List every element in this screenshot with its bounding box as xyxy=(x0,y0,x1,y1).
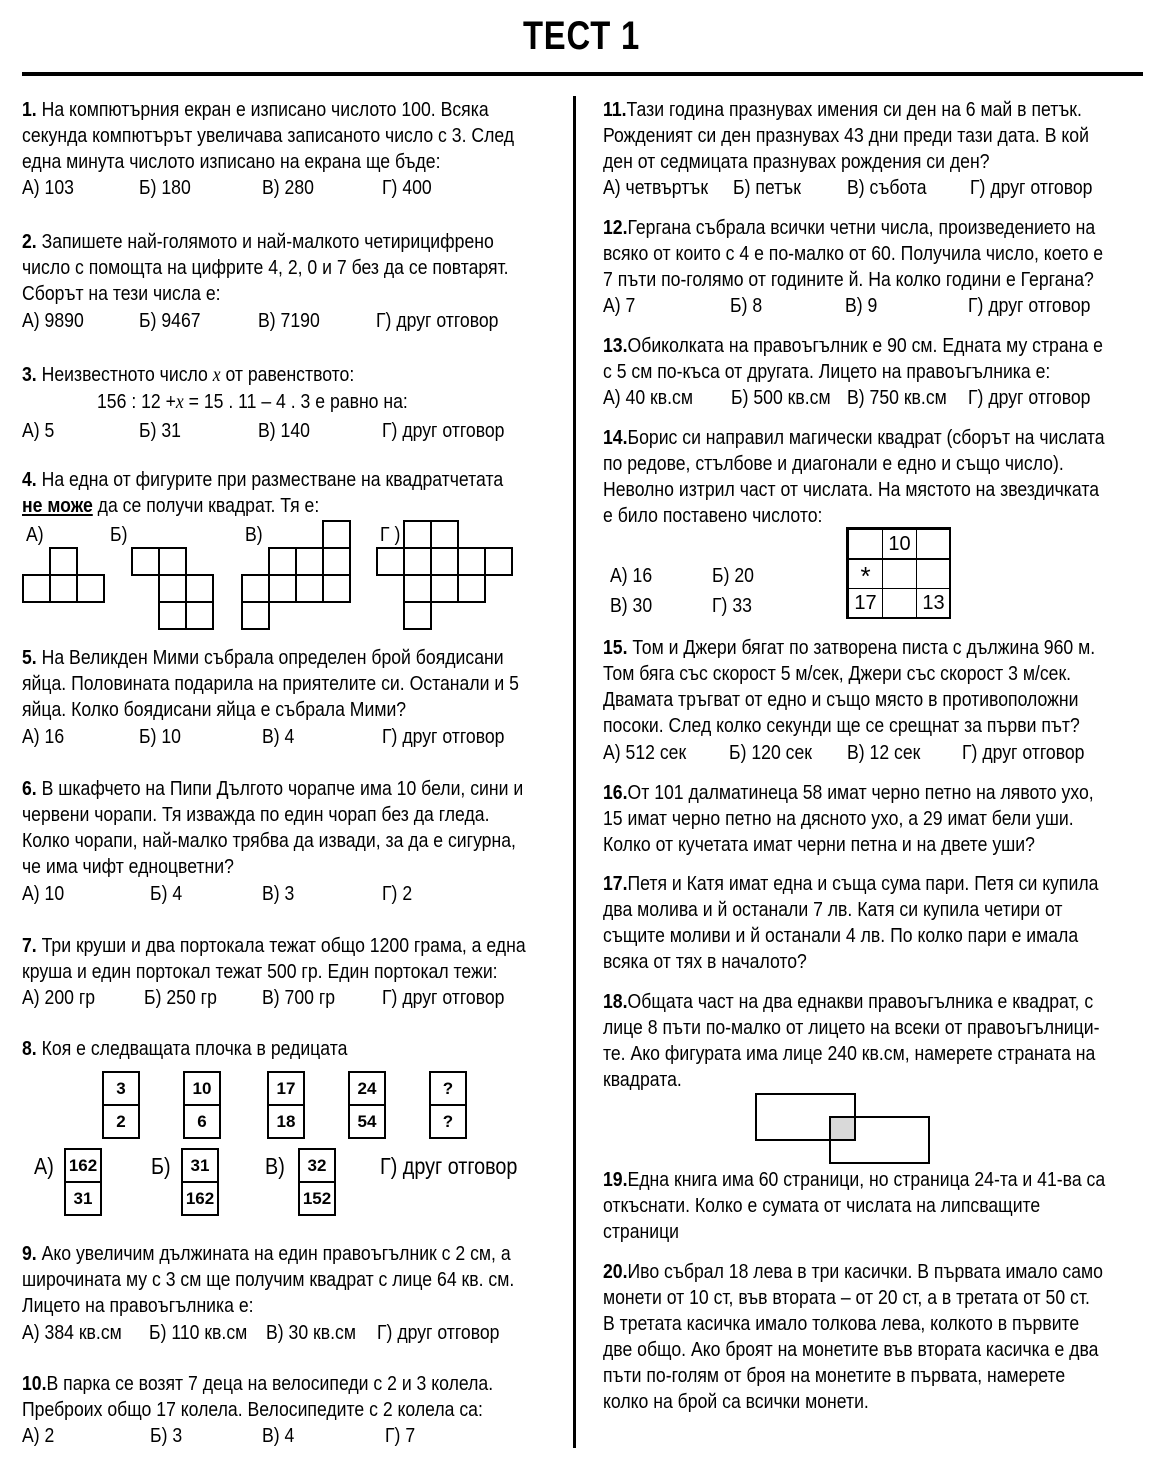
figure-label[interactable]: В) xyxy=(245,523,263,546)
answer-option[interactable]: В) 4 xyxy=(262,1424,295,1447)
question-number: 18. xyxy=(603,990,628,1013)
answer-option[interactable]: Б) 250 гр xyxy=(144,986,217,1009)
question-text-line: На компютърния екран е изписано числото 100. Всяка xyxy=(41,98,489,121)
answer-option[interactable]: А) 384 кв.см xyxy=(22,1321,122,1344)
answer-option[interactable]: А) 103 xyxy=(22,176,74,199)
grid-cell-star: * xyxy=(848,559,883,589)
question-text-line: Колко чорапи, най-малко трябва да извади, за да е сигурна, xyxy=(22,829,516,852)
question-text-line: Колко от кучетата имат черни петна и на двете уши? xyxy=(603,833,1035,856)
answer-option[interactable]: Б) 31 xyxy=(139,419,181,442)
question-number: 3. xyxy=(22,363,37,386)
tile-top-value: ? xyxy=(442,1079,454,1098)
question-text-line: яйца. Колко боядисани яйца е събрала Мими? xyxy=(22,698,407,721)
figure-label[interactable]: Б) xyxy=(110,523,128,546)
tile-bottom-value: 18 xyxy=(269,1104,303,1137)
question-number: 14. xyxy=(603,426,628,449)
question-text-line: 15 имат черно петно на дясното ухо, а 29 имат бели уши. xyxy=(603,807,1074,830)
question-number: 5. xyxy=(22,646,37,669)
question-text-line: те. Ако фигурата има лице 240 кв.см, намерете страната на xyxy=(603,1042,1096,1065)
question-number: 8. xyxy=(22,1037,37,1060)
answer-option[interactable]: Б) 8 xyxy=(730,294,763,317)
answer-option[interactable]: Г) 2 xyxy=(382,882,413,905)
answer-option[interactable]: А) 512 сек xyxy=(603,741,687,764)
question-text-line: ден от седмицата празнувах рождения си ден? xyxy=(603,150,990,173)
tile-top-value: 17 xyxy=(276,1079,296,1098)
question-text-line: страници xyxy=(603,1220,680,1243)
question-text-line: число с помощта на цифрите 4, 2, 0 и 7 без да се повтарят. xyxy=(22,256,509,279)
answer-option[interactable]: Б) xyxy=(151,1153,171,1179)
answer-option[interactable]: Б) 120 сек xyxy=(729,741,812,764)
answer-option[interactable]: Г) друг отговор xyxy=(962,741,1085,764)
answer-option[interactable]: А) 2 xyxy=(22,1424,55,1447)
question-number: 9. xyxy=(22,1242,37,1265)
question-number: 15. xyxy=(603,636,628,659)
answer-option[interactable]: В) 7190 xyxy=(258,309,320,332)
question-text-line: Преброих общо 17 колела. Велосипедите с 2 колела са: xyxy=(22,1398,483,1421)
question-number: 12. xyxy=(603,216,628,239)
tile-bottom-value: 54 xyxy=(350,1104,384,1137)
grid-cell: 13 xyxy=(916,588,951,618)
question-text-line: Борис си направил магически квадрат (сборът на числата xyxy=(627,426,1105,449)
tile-bottom-value: 6 xyxy=(185,1104,219,1137)
question-text-line: Лицето на правоъгълника е: xyxy=(22,1294,254,1317)
question-text-line: Неизвестното число xyxy=(41,363,208,386)
figure-label[interactable]: А) xyxy=(26,523,44,546)
answer-option[interactable]: Б) 110 кв.см xyxy=(149,1321,248,1344)
question-text-line: Том бяга със скорост 5 м/сек, Джери със скорост 3 м/сек. xyxy=(603,662,1072,685)
answer-option[interactable]: Г) друг отговор xyxy=(380,1153,518,1179)
answer-option[interactable]: А) четвъртък xyxy=(603,176,709,199)
answer-option[interactable]: В) 12 сек xyxy=(847,741,921,764)
question-text-line: с 5 см по-къса от другата. Лицето на правоъгълника е: xyxy=(603,360,1051,383)
question-text-line: Тази година празнувах имения си ден на 6 май в петък. xyxy=(626,98,1082,121)
answer-option[interactable]: Б) 9467 xyxy=(139,309,201,332)
question-number: 20. xyxy=(603,1260,628,1283)
answer-option[interactable]: Г) друг отговор xyxy=(382,986,505,1009)
figure-label[interactable]: Г ) xyxy=(380,523,401,546)
question-text-line: Иво събрал 18 лева в три касички. В първата имало само xyxy=(627,1260,1103,1283)
tile-bottom-value: 152 xyxy=(300,1181,334,1214)
question-text-line: Коя е следващата плочка в редицата xyxy=(41,1037,348,1060)
answer-option[interactable]: А) 16 xyxy=(610,564,653,587)
answer-option[interactable]: В) събота xyxy=(847,176,927,199)
question-text-line: секунда компютърът увеличава записаното число с 3. След xyxy=(22,124,515,147)
answer-option[interactable]: А) 9890 xyxy=(22,309,84,332)
question-text-line: колко на брой са всички монети. xyxy=(603,1390,869,1413)
question-text-line: Общата част на два еднакви правоъгълника е квадрат, с xyxy=(627,990,1094,1013)
question-text-line: широчината му с 3 см ще получим квадрат с лице 64 кв. см. xyxy=(22,1268,515,1291)
variable-x: x xyxy=(175,391,184,413)
question-text-line: червени чорапи. Тя изважда по един чорап без да гледа. xyxy=(22,803,490,826)
question-text-line: по редове, стълбове и диагонали е едно и също число). xyxy=(603,452,1064,475)
answer-option[interactable]: В) xyxy=(265,1153,285,1179)
question-text-line: е било поставено числото: xyxy=(603,504,823,527)
answer-option[interactable]: Г) 7 xyxy=(385,1424,416,1447)
variable-x: x xyxy=(212,364,221,386)
answer-option[interactable]: В) 4 xyxy=(262,725,295,748)
page-title: ТЕСТ 1 xyxy=(522,14,641,58)
answer-option[interactable]: В) 750 кв.см xyxy=(847,386,947,409)
question-text-line: В третата касичка имало толкова лева, колкото в първите xyxy=(603,1312,1080,1335)
answer-option[interactable]: В) 280 xyxy=(262,176,314,199)
question-text-line: Гергана събрала всички четни числа, произведението на xyxy=(627,216,1096,239)
question-number: 17. xyxy=(603,872,628,895)
question-text-line: квадрата. xyxy=(603,1068,682,1091)
question-text-line: В шкафчето на Пипи Дългото чорапче има 10 бели, сини и xyxy=(41,777,524,800)
answer-option[interactable]: Г) 33 xyxy=(712,594,752,617)
answer-option[interactable]: А) 200 гр xyxy=(22,986,96,1009)
tile-top-value: 162 xyxy=(68,1156,98,1175)
question-text-line: посоки. След колко секунди ще се срещнат за първи път? xyxy=(603,714,1080,737)
equation-part: 156 : 12 + xyxy=(97,390,176,413)
answer-option[interactable]: Г) друг отговор xyxy=(382,419,505,442)
answer-option[interactable]: Г) друг отговор xyxy=(968,386,1091,409)
question-text-line: една минута числото изписано на екрана ще бъде: xyxy=(22,150,441,173)
question-number: 4. xyxy=(22,468,37,491)
question-text-line: откъснати. Колко е сумата от числата на липсващите xyxy=(603,1194,1041,1217)
question-text-line: че има чифт едноцветни? xyxy=(22,855,234,878)
tile-top-value: 24 xyxy=(357,1079,377,1098)
tile-top-value: 31 xyxy=(190,1156,210,1175)
answer-option[interactable]: А) 16 xyxy=(22,725,65,748)
tile-bottom-value: 162 xyxy=(183,1181,217,1214)
question-text-line: всяко от които с 4 е по-малко от 60. Получила число, което е xyxy=(603,242,1104,265)
answer-option[interactable]: Г) друг отговор xyxy=(382,725,505,748)
question-text-line: същите моливи и й останали 4 лв. По колко пари е имала xyxy=(603,924,1079,947)
grid-cell: 17 xyxy=(848,588,883,618)
tile-bottom-value: ? xyxy=(431,1104,465,1137)
answer-option[interactable]: А) 10 xyxy=(22,882,65,905)
answer-option[interactable]: В) 140 xyxy=(258,419,310,442)
question-text-line: На една от фигурите при разместване на квадратчетата xyxy=(41,468,504,491)
tile-top-value: 32 xyxy=(307,1156,327,1175)
question-number: 11. xyxy=(603,98,627,121)
answer-option[interactable]: Б) 4 xyxy=(150,882,183,905)
tile-bottom-value: 2 xyxy=(104,1104,138,1137)
equation-part: = 15 . 11 – 4 . 3 е равно на: xyxy=(188,390,408,413)
question-text-line: всяка от тях в началото? xyxy=(603,950,807,973)
question-number: 1. xyxy=(22,98,37,121)
answer-option[interactable]: Б) 20 xyxy=(712,564,754,587)
question-text-line: Неволно изтрил част от числата. На мястото на звездичката xyxy=(603,478,1100,501)
answer-option[interactable]: Б) 10 xyxy=(139,725,181,748)
answer-option[interactable]: А) 5 xyxy=(22,419,55,442)
question-text-line: Сборът на тези числа е: xyxy=(22,282,221,305)
question-text-line: Запишете най-голямото и най-малкото четирицифрено xyxy=(41,230,494,253)
question-number: 19. xyxy=(603,1168,628,1191)
answer-option[interactable]: Г) друг отговор xyxy=(377,1321,500,1344)
answer-option[interactable]: Б) 180 xyxy=(139,176,191,199)
question-number: 10. xyxy=(22,1372,47,1395)
answer-option[interactable]: Г) 400 xyxy=(382,176,432,199)
answer-option[interactable]: Б) 500 кв.см xyxy=(731,386,831,409)
question-text-line: На Великден Мими събрала определен брой боядисани xyxy=(41,646,504,669)
answer-option[interactable]: Г) друг отговор xyxy=(376,309,499,332)
question-text-line: От 101 далматинеца 58 имат черно петно на лявото ухо, xyxy=(627,781,1094,804)
question-text-line: Три круши и два портокала тежат общо 1200 грама, а една xyxy=(41,934,526,957)
tile-top-value: 10 xyxy=(192,1079,212,1098)
question-text-line: Петя и Катя имат една и съща сума пари. Петя си купила xyxy=(627,872,1099,895)
answer-option[interactable]: А) 7 xyxy=(603,294,636,317)
answer-option[interactable]: В) 30 xyxy=(610,594,653,617)
question-text-line: монети от 10 ст, във втората – от 20 ст, а в третата от 50 ст. xyxy=(603,1286,1090,1309)
answer-option[interactable]: Г) друг отговор xyxy=(968,294,1091,317)
question-text-line: лице 8 пъти по-малко от лицето на всеки от правоъгълници- xyxy=(603,1016,1100,1039)
question-number: 2. xyxy=(22,230,37,253)
answer-option[interactable]: В) 30 кв.см xyxy=(266,1321,356,1344)
question-text-line: две общо. Ако броят на монетите във втората касичка е два xyxy=(603,1338,1099,1361)
question-text-line: от равенството: xyxy=(225,363,355,386)
question-number: 13. xyxy=(603,334,628,357)
question-text-line: Една книга има 60 страници, но страница 24-та и 41-ва са xyxy=(627,1168,1106,1191)
question-text-line: Рожденият си ден празнувах 43 дни преди тази дата. В кой xyxy=(603,124,1089,147)
question-number: 6. xyxy=(22,777,37,800)
question-text-line: яйца. Половината подарила на приятелите си. Останали и 5 xyxy=(22,672,519,695)
question-text-line: пъти по-голям от броя на монетите в първата, намерете xyxy=(603,1364,1066,1387)
question-text-line: Ако увеличим дължината на един правоъгълник с 2 см, а xyxy=(41,1242,511,1265)
question-text-line: Обиколката на правоъгълник е 90 см. Едната му страна е xyxy=(627,334,1103,357)
answer-option[interactable]: А) 40 кв.см xyxy=(603,386,693,409)
question-text-line: Двамата тръгват от едно и също място в противоположни xyxy=(603,688,1079,711)
answer-option[interactable]: Б) петък xyxy=(733,176,801,199)
answer-option[interactable]: В) 9 xyxy=(845,294,878,317)
question-text-line: круша и един портокал тежат 500 гр. Един портокал тежи: xyxy=(22,960,498,983)
answer-option[interactable]: Г) друг отговор xyxy=(970,176,1093,199)
question-text-line: В парка се возят 7 деца на велосипеди с 2 и 3 колела. xyxy=(46,1372,494,1395)
question-text-line: Том и Джери бягат по затворена писта с дължина 960 м. xyxy=(632,636,1096,659)
emphasis-underlined: не може xyxy=(22,494,93,517)
question-number: 16. xyxy=(603,781,628,804)
grid-cell: 10 xyxy=(882,529,917,559)
question-text-line: да се получи квадрат. Тя е: xyxy=(97,494,320,517)
question-number: 7. xyxy=(22,934,37,957)
answer-option[interactable]: В) 700 гр xyxy=(262,986,336,1009)
answer-option[interactable]: Б) 3 xyxy=(150,1424,183,1447)
answer-option[interactable]: В) 3 xyxy=(262,882,295,905)
tile-top-value: 3 xyxy=(116,1079,126,1098)
tile-bottom-value: 31 xyxy=(66,1181,100,1214)
question-text-line: 7 пъти по-голямо от годините й. На колко години е Гергана? xyxy=(603,268,1094,291)
question-text-line: два молива и й останали 7 лв. Катя си купила четири от xyxy=(603,898,1063,921)
answer-option[interactable]: А) xyxy=(34,1153,54,1179)
